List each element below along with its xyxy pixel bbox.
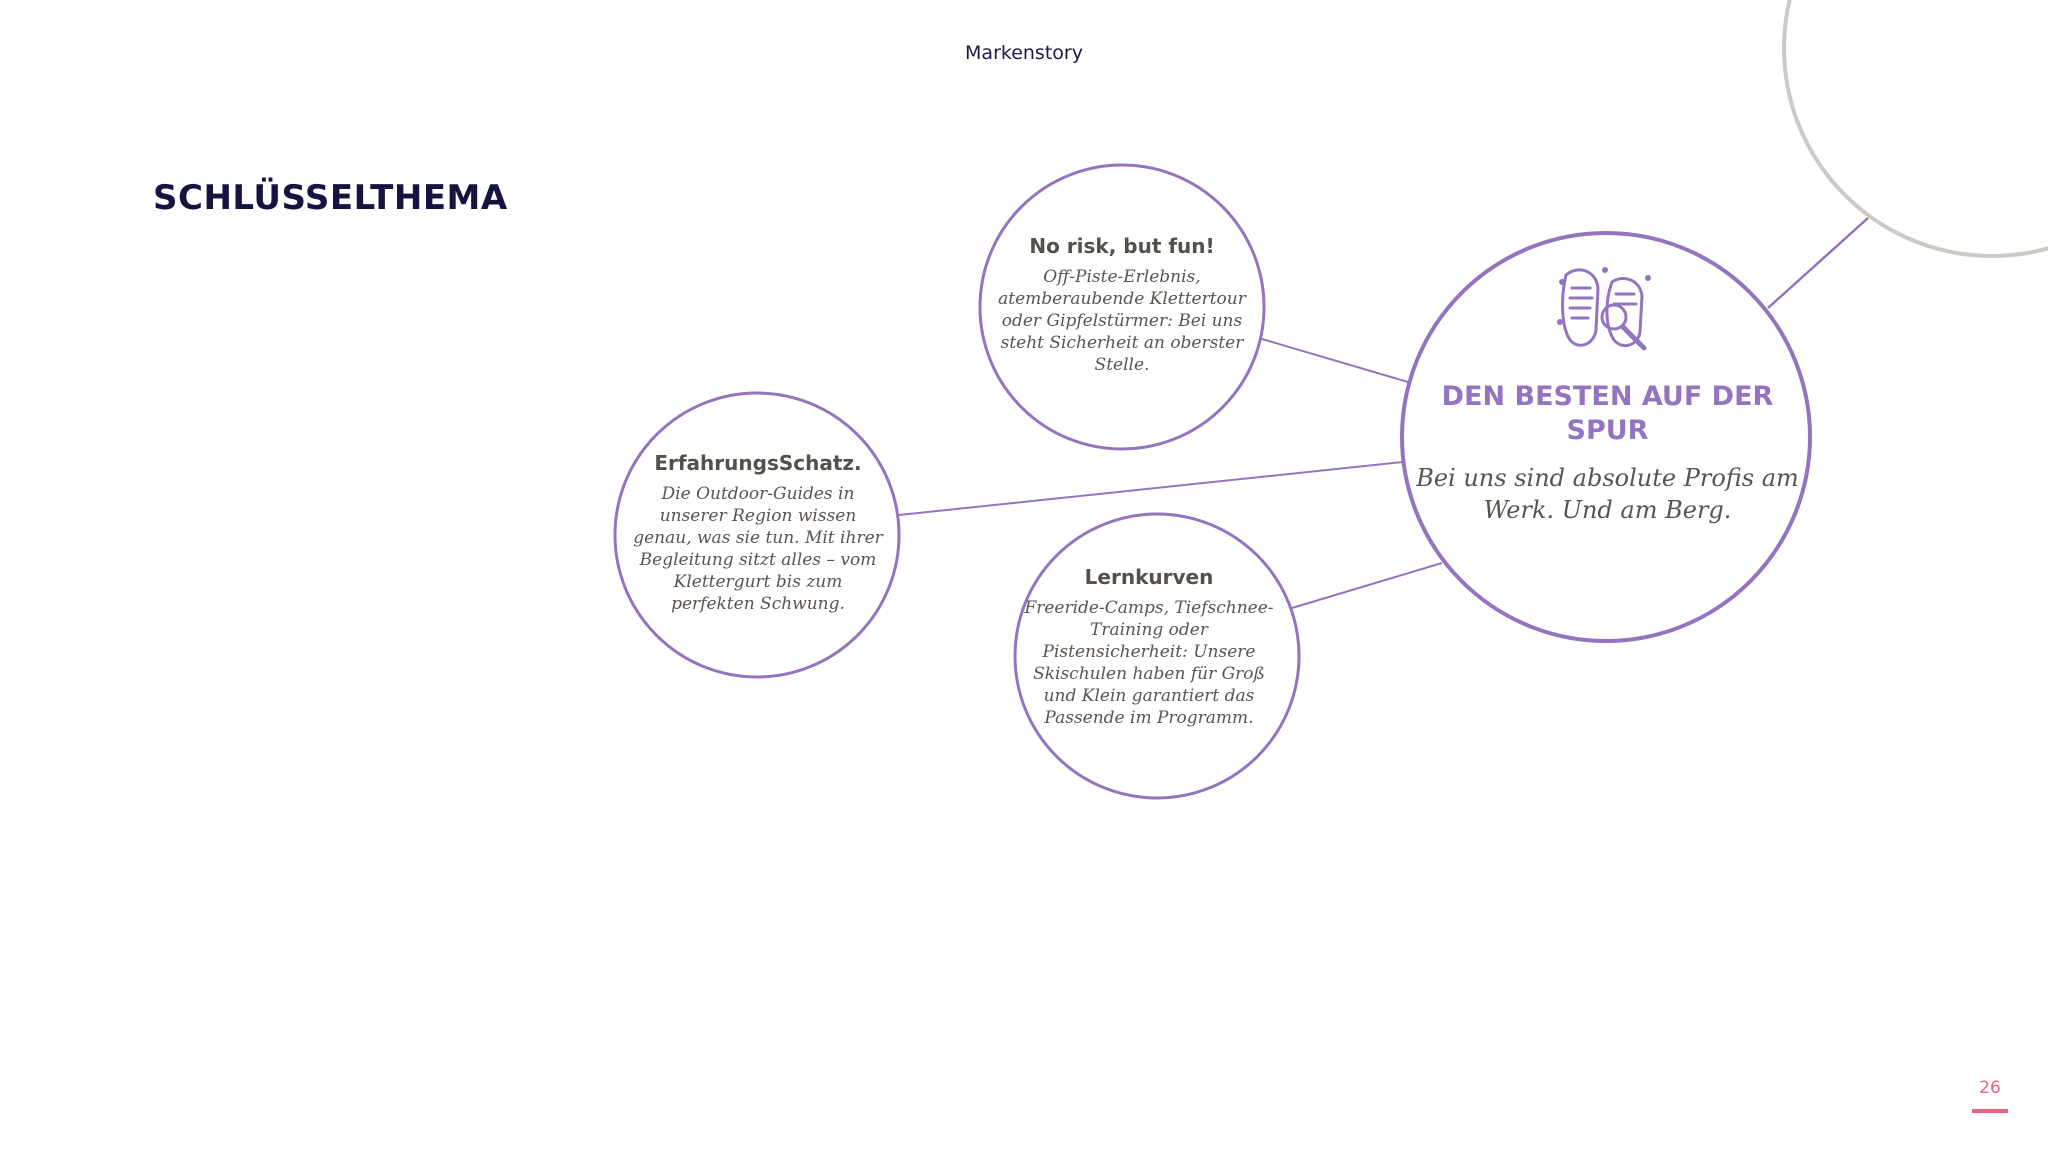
node-title: ErfahrungsSchatz.: [654, 451, 862, 475]
connector-deco: [1768, 218, 1868, 308]
main-title: DEN BESTEN AUF DER SPUR: [1441, 381, 1774, 446]
header-label: Markenstory: [965, 42, 1083, 64]
node-body: Off-Piste-Erlebnis, atemberaubende Klettertour oder Gipfelstürmer: Bei uns steht Sicherheit an oberster Stelle.: [998, 267, 1246, 375]
main-body: Bei uns sind absolute Profis am Werk. Und am Berg.: [1416, 464, 1799, 524]
section-title: SCHLÜSSELTHEMA: [153, 178, 508, 218]
connector-norisk: [1262, 339, 1408, 382]
node-lernkurven: [1018, 565, 1280, 729]
node-body: Die Outdoor-Guides in unserer Region wissen genau, was sie tun. Mit ihrer Begleitung sitzt alles – vom Klettergurt bis zum perfekten Schwung.: [633, 484, 883, 614]
connector-erfahrung: [899, 462, 1403, 515]
page-number-underline: [1972, 1109, 2008, 1113]
node-erfahrung: [630, 451, 886, 615]
page-number: 26: [1979, 1078, 2001, 1098]
decorative-circle: [1784, 0, 2048, 256]
node-title: Lernkurven: [1084, 565, 1214, 589]
connector-lernkurven: [1292, 563, 1442, 608]
node-main: [1410, 380, 1805, 526]
node-title: No risk, but fun!: [1029, 234, 1215, 258]
node-body: Freeride-Camps, Tiefschnee-Training oder Pistensicherheit: Unsere Skischulen haben für Groß und Klein garantiert das Passende im Programm.: [1024, 598, 1274, 728]
node-norisk: [992, 234, 1252, 376]
